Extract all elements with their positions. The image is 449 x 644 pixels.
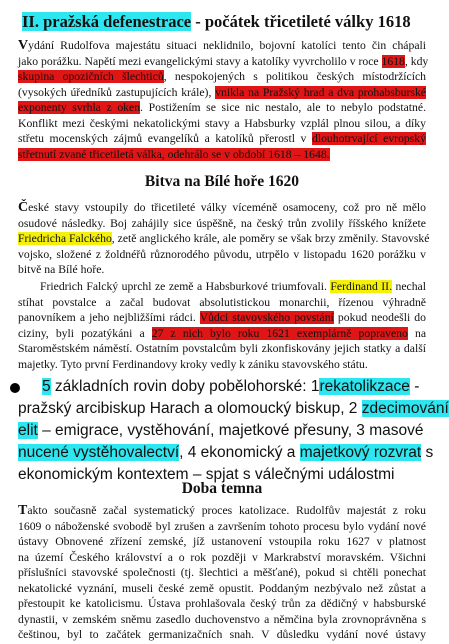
red-highlight: 1618 [381, 54, 405, 68]
paragraph-line: stíhat povstalce a začal budovat absolutistickou monarchii, řízenou výhradně [18, 295, 426, 309]
red-highlight: exponenty svrhla z oken [18, 101, 141, 114]
paragraph-line: střetu mocenských zájmů evangelíků a katolíků přerostl v dlouhotrvající evropský [18, 132, 426, 145]
paragraph-line: majetky. Tyto první Ferdinandovy kroky vedly k zániku stavovského státu. [18, 357, 368, 371]
bullet-line: 5 základních rovin doby pobělohorské: 1rekatolikzace - [42, 378, 420, 395]
paragraph-line: nekatolické vyznání, museli české země opustit. Poddaným nezbývalo než zůstat a [18, 581, 426, 595]
paragraph-line: Vydání Rudolfova majestátu situaci neklidnilo, bojovní katolíci tento čin chápali [18, 38, 426, 53]
paragraph-line: bitvě na Bílé hoře. [18, 263, 105, 276]
paragraph-line: Friedrich Falcký uprchl ze země a Habsburkové triumfovali. Ferdinand II. nechal [40, 280, 426, 293]
paragraph-line: na území Českého království a o rok později v Markrabství moravském. Všichni [18, 550, 426, 564]
paragraph-line: příslušníci stavovské společnosti (tj. šlechtici a měšťané), pokud si chtěli ponechat [18, 566, 426, 579]
paragraph-line: Staroměstském náměstí. Ostatním povstalcům byli zkonfiskovány jejich statky a další [18, 342, 426, 355]
paragraph-line: Konflikt mezi českými nekatolickými stavy a Habsburky vzplál plnou silou, a díky [18, 116, 426, 130]
section-heading-bila-hora: Bitva na Bílé hoře 1620 [144, 173, 300, 190]
paragraph-line: panovníkem a jeho nejbližšími rádci. Vůdci stavovského povstání pokud neodešli do [18, 311, 426, 324]
bullet-line: ekonomickým kontextem – spjat s válečnými událostmi [18, 466, 395, 483]
paragraph-line: přestoupit ke katolicismu. Ústava prohlašovala český trůn za dědičný v habsburské [18, 597, 426, 610]
paragraph-line: ciziny, byli pozatýkáni a 27 z nich bylo roku 1621 exemplárně popraveno na [18, 326, 427, 340]
paragraph-line: jako porážku. Napětí mezi evangelickými stavy a katolíky vyvrcholilo v roce 1618, kdy [18, 54, 429, 68]
paragraph-line: dynastii, v zemském sněmu zasedlo duchovenstvo a němčina byla zrovnoprávněna s [18, 612, 426, 626]
paragraph-line: češtinou, byl to začátek germanizačních snah. V důsledku vydání nové ústavy [18, 628, 426, 641]
yellow-highlight: Friedricha Falckého [18, 232, 112, 245]
bullet-line: elit – emigrace, vystěhování, majetkové přesuny, 3 masové [18, 422, 424, 439]
paragraph-line: 1609 o náboženské svobodě byl zrušen a završením tohoto procesu bylo vydání nové [18, 519, 426, 533]
bullet-line: nucené vystěhovalectví, 4 ekonomický a majetkový rozvrat s [18, 444, 434, 461]
paragraph-line [18, 147, 426, 163]
cyan-highlight: nucené vystěhovalectví [18, 444, 180, 461]
paragraph-line: Takto současně začal systematický proces katolizace. Rudolfův majestát z roku [18, 503, 426, 518]
title-rest: - počátek třicetileté války 1618 [191, 12, 411, 31]
yellow-highlight: Ferdinand II. [330, 280, 393, 293]
cyan-highlight: 5 [42, 378, 51, 395]
paragraph-line: ústavy Obnovené zřízení zemské, jíž ustanovení vstoupila roku 1627 v platnost [18, 535, 426, 548]
paragraph-line: skupina opozičních šlechticů, nespokojených s politikou českých místodržících [18, 70, 426, 83]
section-heading-doba-temna: Doba temna [181, 480, 263, 497]
cyan-highlight: elit [18, 422, 38, 439]
bullet-line: pražský arcibiskup Harach a olomoucký biskup, 2 zdecimování [18, 400, 449, 417]
red-highlight: 27 z nich bylo roku 1621 exemplárně popraveno [151, 326, 408, 340]
cyan-highlight: majetkový rozvrat [299, 444, 422, 461]
paragraph-line: České stavy vstoupily do třicetileté války víceméně osamoceny, což pro ně mělo [18, 200, 426, 215]
red-highlight: střetnutí zvané třicetiletá válka, odehrálo se v období 1618 – 1648. [18, 147, 330, 161]
red-highlight: dlouhotrvající evropský [311, 132, 426, 145]
red-highlight: skupina opozičních šlechticů [18, 70, 164, 83]
paragraph-line: (vysokých úředníků zastupujících krále), vnikla na Pražský hrad a dva prohabsburské [18, 85, 426, 99]
paragraph-line: vojsko, složené z žoldnéřů různorodého původu, utrpělo v listopadu 1620 porážku v [18, 247, 426, 261]
section-title-defenestration [22, 12, 422, 32]
paragraph-line: exponenty svrhla z oken. Postižením se sice nic nestalo, ale to nebylo podstatné. [18, 101, 426, 114]
red-highlight: vnikla na Pražský hrad a dva prohabsburské [215, 85, 426, 99]
paragraph-line: Friedricha Falckého, zetě anglického krále, ale poměry se však brzy změnily. Stavovské [18, 232, 430, 245]
cyan-highlight: zdecimování [361, 400, 449, 417]
paragraph-line: osudové následky. Boj zahájily sice úspěšně, na český trůn zvolily říšského knížete [18, 216, 426, 230]
bullet-dot [10, 383, 20, 393]
cyan-highlight: rekatolikzace [319, 378, 410, 395]
title-highlight: II. pražská defenestrace [22, 12, 192, 31]
red-highlight: Vůdci stavovského povstání [199, 311, 334, 324]
